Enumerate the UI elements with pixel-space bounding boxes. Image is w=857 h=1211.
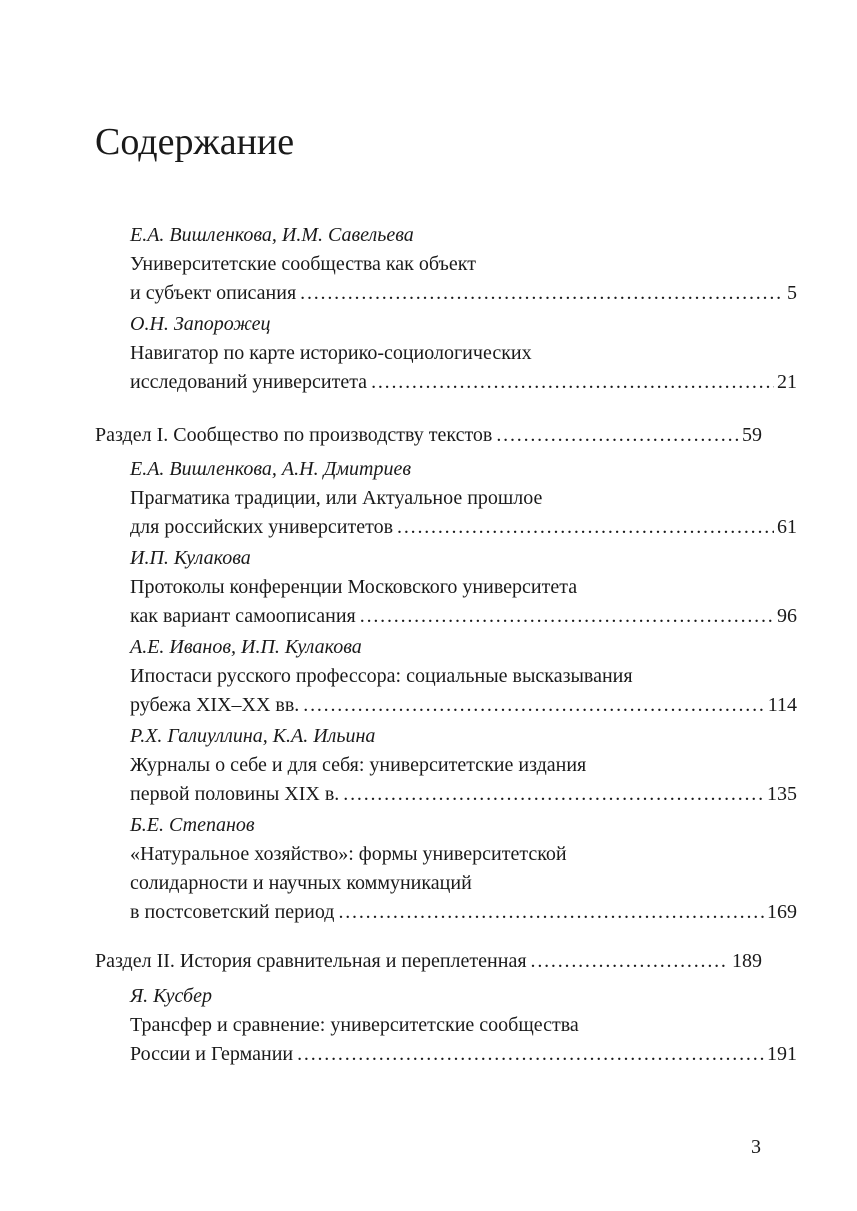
toc-entry bbox=[95, 455, 797, 542]
toc-entry-author: Р.Х. Галиуллина, К.А. Ильина bbox=[130, 725, 376, 747]
toc-entry-last-line bbox=[130, 602, 797, 631]
dot-leader bbox=[496, 421, 739, 450]
toc-page-number: 96 bbox=[777, 605, 797, 627]
dot-leader bbox=[360, 602, 774, 631]
dot-leader bbox=[338, 898, 764, 927]
toc-entry-author: Е.А. Вишленкова, И.М. Савельева bbox=[130, 224, 414, 246]
dot-leader bbox=[297, 1040, 764, 1069]
toc-page-number: 191 bbox=[767, 1043, 797, 1065]
toc-entry-title-line: Университетские сообщества как объект bbox=[130, 253, 476, 275]
toc-entry-author: А.Е. Иванов, И.П. Кулакова bbox=[130, 636, 362, 658]
toc-entry-title-line: Протоколы конференции Московского университета bbox=[130, 576, 578, 598]
toc-entry-title-line: «Натуральное хозяйство»: формы университетской bbox=[130, 843, 567, 865]
toc-entry-title-end: в постсоветский период bbox=[130, 901, 335, 923]
toc-page-number: 189 bbox=[732, 950, 762, 972]
toc-entry-last-line bbox=[130, 513, 797, 542]
toc-entry-author: О.Н. Запорожец bbox=[130, 313, 271, 335]
toc-entry-title-end: рубежа XIX–XX вв. bbox=[130, 694, 300, 716]
section-title: Раздел I. Сообщество по производству текстов bbox=[95, 424, 493, 446]
toc-entry-author: Я. Кусбер bbox=[130, 985, 212, 1007]
toc-page-number: 5 bbox=[787, 282, 797, 304]
toc-entry-last-line bbox=[130, 691, 797, 720]
toc-section-heading bbox=[95, 421, 762, 450]
dot-leader bbox=[397, 513, 774, 542]
dot-leader bbox=[371, 368, 774, 397]
toc-page-number: 114 bbox=[767, 694, 797, 716]
dot-leader bbox=[300, 279, 784, 308]
toc-entry-last-line bbox=[130, 279, 797, 308]
toc-entry-last-line bbox=[130, 368, 797, 397]
page-title: Содержание bbox=[95, 121, 295, 163]
toc-entry bbox=[95, 722, 797, 809]
toc-entry-author: И.П. Кулакова bbox=[130, 547, 251, 569]
toc-entry-last-line bbox=[130, 898, 797, 927]
toc-entry-title-end: России и Германии bbox=[130, 1043, 294, 1065]
toc-entry-last-line bbox=[130, 1040, 797, 1069]
toc-entry-title-end: исследований университета bbox=[130, 371, 368, 393]
toc-entry-last-line bbox=[130, 780, 797, 809]
toc-page-number: 169 bbox=[767, 901, 797, 923]
section-title: Раздел II. История сравнительная и переплетенная bbox=[95, 950, 527, 972]
dot-leader bbox=[531, 947, 729, 976]
toc-entry-title-line: Навигатор по карте историко-социологических bbox=[130, 342, 532, 364]
toc-entry-title-line: Журналы о себе и для себя: университетские издания bbox=[130, 754, 587, 776]
toc-page-number: 61 bbox=[777, 516, 797, 538]
toc-entry bbox=[95, 221, 797, 308]
toc-entry bbox=[95, 982, 797, 1069]
dot-leader bbox=[303, 691, 764, 720]
toc-page-number: 135 bbox=[767, 783, 797, 805]
toc-entry-title-end: и субъект описания bbox=[130, 282, 297, 304]
toc-entry-author: Е.А. Вишленкова, А.Н. Дмитриев bbox=[130, 458, 412, 480]
toc-section-heading bbox=[95, 947, 762, 976]
toc-entry bbox=[95, 633, 797, 720]
toc-entry-title-line: Трансфер и сравнение: университетские сообщества bbox=[130, 1014, 579, 1036]
toc-page-number: 59 bbox=[742, 424, 762, 446]
folio-page-number: 3 bbox=[751, 1136, 761, 1158]
toc-entry-title-line: Ипостаси русского профессора: социальные высказывания bbox=[130, 665, 633, 687]
toc-page-number: 21 bbox=[777, 371, 797, 393]
dot-leader bbox=[343, 780, 764, 809]
toc-entry bbox=[95, 811, 797, 927]
toc-entry-author: Б.Е. Степанов bbox=[130, 814, 255, 836]
toc-entry-title-line: Прагматика традиции, или Актуальное прошлое bbox=[130, 487, 543, 509]
toc-entry-title-line: солидарности и научных коммуникаций bbox=[130, 872, 472, 894]
toc-entry-title-end: для российских университетов bbox=[130, 516, 394, 538]
toc-entry-title-end: первой половины XIX в. bbox=[130, 783, 340, 805]
toc-entry bbox=[95, 544, 797, 631]
toc-entry-title-end: как вариант самоописания bbox=[130, 605, 356, 627]
toc-entry bbox=[95, 310, 797, 397]
